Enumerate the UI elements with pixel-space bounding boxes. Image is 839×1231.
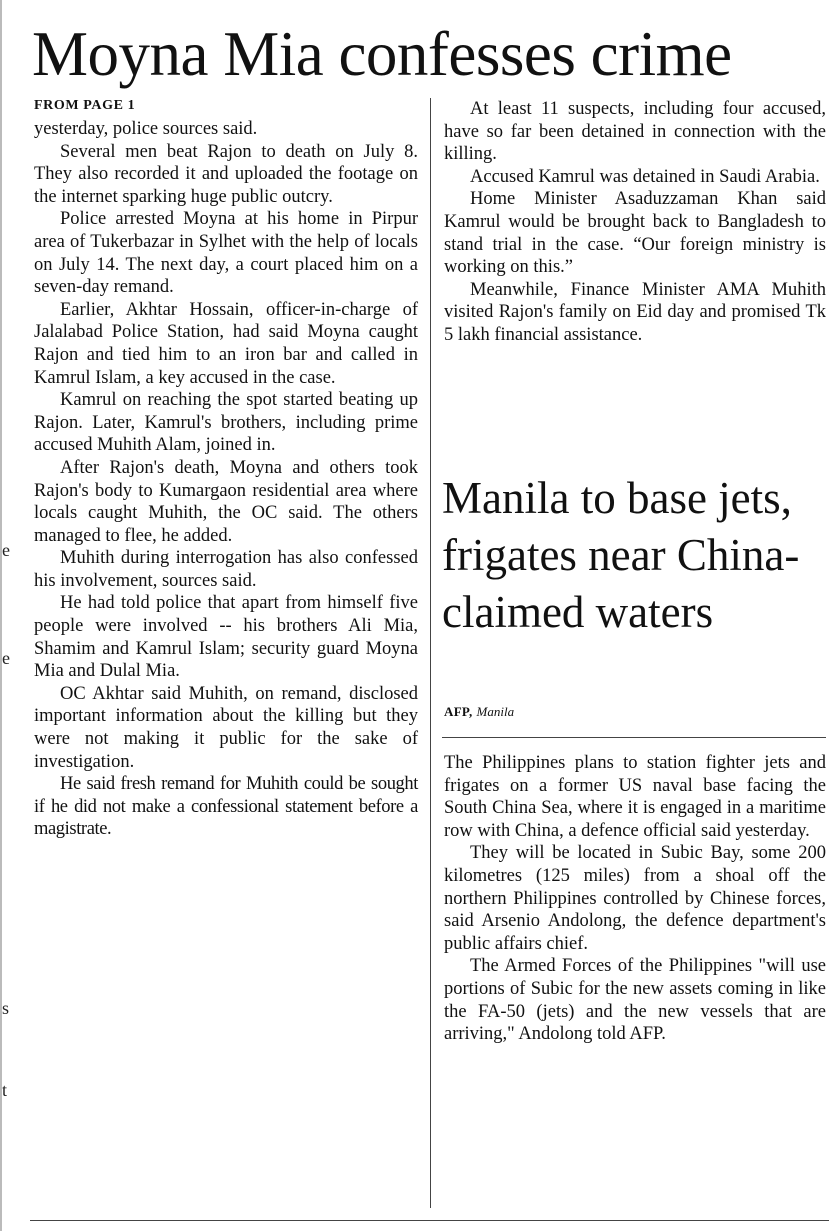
adjacent-column-fragment: e <box>2 648 10 668</box>
paragraph: They will be located in Subic Bay, some 200 kilometres (125 miles) from a shoal off the northern Philippines controlled by Chinese forces, said Arsenio Andolong, the defence department's public affairs chief. <box>444 843 826 954</box>
paragraph: The Armed Forces of the Philippines "will use portions of Subic for the new assets coming in like the FA-50 (jets) and the new vessels that are arriving," Andolong told AFP. <box>444 956 826 1045</box>
paragraph: Police arrested Moyna at his home in Pirpur area of Tukerbazar in Sylhet with the help of locals on July 14. The next day, a court placed him on a seven-day remand. <box>34 209 418 298</box>
adjacent-column-rule <box>0 0 2 1231</box>
paragraph: Kamrul on reaching the spot started beating up Rajon. Later, Kamrul's brothers, including prime accused Muhith Alam, joined in. <box>34 390 418 456</box>
paragraph: He had told police that apart from himself five people were involved -- his brothers Ali Mia, Shamim and Kamrul Islam; security guard Moyna Mia and Dulal Mia. <box>34 593 418 682</box>
article-right-column <box>444 98 826 347</box>
article-left-column <box>34 96 418 841</box>
paragraph: OC Akhtar said Muhith, on remand, disclosed important information about the killing but they were not making it public for the sake of investigation. <box>34 683 418 772</box>
paragraph: Home Minister Asaduzzaman Khan said Kamrul would be brought back to Bangladesh to stand trial in the case. “Our foreign ministry is working on this.” <box>444 189 826 278</box>
paragraph: Earlier, Akhtar Hossain, officer-in-charge of Jalalabad Police Station, had said Moyna caught Rajon and tied him to an iron bar and called in Kamrul Islam, a key accused in the case. <box>34 299 418 388</box>
paragraph: Muhith during interrogation has also confessed his involvement, sources said. <box>34 548 418 591</box>
byline <box>444 704 514 720</box>
paragraph: He said fresh remand for Muhith could be sought if he did not make a confessional statement before a magistrate. <box>34 774 418 840</box>
second-headline: Manila to base jets, frigates near China-claimed waters <box>442 473 800 637</box>
paragraph: yesterday, police sources said. <box>34 119 258 139</box>
byline-place: Manila <box>476 704 515 719</box>
second-article-body <box>444 752 826 1046</box>
adjacent-column-fragment: s <box>2 998 10 1018</box>
adjacent-column-fragment: t <box>2 1080 8 1100</box>
adjacent-column-fragment: e <box>2 540 10 560</box>
paragraph: Several men beat Rajon to death on July 8. They also recorded it and uploaded the footage on the internet sparking huge public outcry. <box>34 141 418 207</box>
paragraph: Meanwhile, Finance Minister AMA Muhith visited Rajon's family on Eid day and promised Tk 5 lakh financial assistance. <box>444 279 826 345</box>
paragraph: After Rajon's death, Moyna and others took Rajon's body to Kumargaon residential area where locals caught Muhith, the OC said. The others managed to flee, he added. <box>34 457 418 546</box>
paragraph: The Philippines plans to station fighter jets and frigates on a former US naval base facing the South China Sea, where it is engaged in a maritime row with China, a defence official said yesterday. <box>444 753 826 841</box>
byline-divider <box>442 737 826 738</box>
byline-agency: AFP, <box>444 704 473 719</box>
bottom-rule <box>30 1220 829 1221</box>
column-divider <box>430 98 431 1208</box>
paragraph: At least 11 suspects, including four accused, have so far been detained in connection with the killing. <box>444 99 826 165</box>
main-headline: Moyna Mia confesses crime <box>32 19 732 89</box>
jump-label: FROM PAGE 1 <box>34 98 136 113</box>
paragraph: Accused Kamrul was detained in Saudi Arabia. <box>470 166 820 187</box>
